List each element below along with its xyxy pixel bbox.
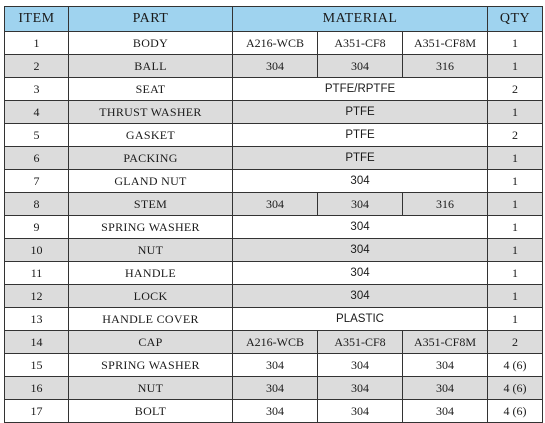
- bill-of-materials-table: [4, 6, 543, 423]
- qty-header: QTY: [488, 7, 543, 32]
- item-cell: 15: [5, 354, 69, 377]
- qty-cell: 1: [488, 239, 543, 262]
- part-cell: HANDLE COVER: [69, 308, 233, 331]
- table-row: [5, 170, 543, 193]
- material-cell: A351-CF8M: [403, 331, 488, 354]
- material-cell: 304: [318, 55, 403, 78]
- item-cell: 12: [5, 285, 69, 308]
- qty-cell: 2: [488, 124, 543, 147]
- item-cell: 11: [5, 262, 69, 285]
- material-cell: PLASTIC: [233, 308, 488, 331]
- table-row: [5, 239, 543, 262]
- material-cell: 304: [233, 239, 488, 262]
- material-cell: PTFE: [233, 147, 488, 170]
- table-body: [5, 32, 543, 423]
- material-cell: 304: [318, 193, 403, 216]
- part-cell: STEM: [69, 193, 233, 216]
- material-cell: 304: [318, 400, 403, 423]
- part-cell: BODY: [69, 32, 233, 55]
- qty-cell: 4 (6): [488, 354, 543, 377]
- material-cell: 304: [318, 354, 403, 377]
- material-cell: 304: [233, 354, 318, 377]
- qty-cell: 1: [488, 170, 543, 193]
- material-cell: 304: [233, 285, 488, 308]
- item-cell: 6: [5, 147, 69, 170]
- material-cell: 316: [403, 193, 488, 216]
- material-cell: 304: [318, 377, 403, 400]
- material-cell: 304: [233, 400, 318, 423]
- part-cell: BALL: [69, 55, 233, 78]
- material-header: MATERIAL: [233, 7, 488, 32]
- table-row: [5, 147, 543, 170]
- part-cell: GLAND NUT: [69, 170, 233, 193]
- item-cell: 14: [5, 331, 69, 354]
- item-header: ITEM: [5, 7, 69, 32]
- material-cell: 304: [403, 377, 488, 400]
- material-cell: 304: [233, 216, 488, 239]
- material-cell: A216-WCB: [233, 331, 318, 354]
- qty-cell: 1: [488, 101, 543, 124]
- item-cell: 1: [5, 32, 69, 55]
- qty-cell: 1: [488, 147, 543, 170]
- material-cell: 304: [233, 55, 318, 78]
- qty-cell: 1: [488, 216, 543, 239]
- table-row: [5, 124, 543, 147]
- part-cell: CAP: [69, 331, 233, 354]
- item-cell: 2: [5, 55, 69, 78]
- qty-cell: 4 (6): [488, 400, 543, 423]
- table-row: [5, 285, 543, 308]
- material-cell: PTFE: [233, 124, 488, 147]
- item-cell: 8: [5, 193, 69, 216]
- table-row: [5, 354, 543, 377]
- material-cell: A351-CF8: [318, 32, 403, 55]
- part-cell: PACKING: [69, 147, 233, 170]
- table-row: [5, 308, 543, 331]
- item-cell: 17: [5, 400, 69, 423]
- item-cell: 9: [5, 216, 69, 239]
- material-cell: PTFE/RPTFE: [233, 78, 488, 101]
- qty-cell: 1: [488, 55, 543, 78]
- part-cell: NUT: [69, 239, 233, 262]
- material-cell: A216-WCB: [233, 32, 318, 55]
- part-cell: THRUST WASHER: [69, 101, 233, 124]
- item-cell: 4: [5, 101, 69, 124]
- part-cell: BOLT: [69, 400, 233, 423]
- qty-cell: 4 (6): [488, 377, 543, 400]
- part-cell: SEAT: [69, 78, 233, 101]
- qty-cell: 1: [488, 193, 543, 216]
- part-cell: GASKET: [69, 124, 233, 147]
- qty-cell: 2: [488, 331, 543, 354]
- qty-cell: 1: [488, 262, 543, 285]
- material-cell: 304: [403, 400, 488, 423]
- qty-cell: 1: [488, 308, 543, 331]
- part-header: PART: [69, 7, 233, 32]
- table-row: [5, 331, 543, 354]
- material-cell: 304: [403, 354, 488, 377]
- qty-cell: 1: [488, 32, 543, 55]
- qty-cell: 2: [488, 78, 543, 101]
- item-cell: 7: [5, 170, 69, 193]
- table-row: [5, 262, 543, 285]
- item-cell: 13: [5, 308, 69, 331]
- table-row: [5, 377, 543, 400]
- table-row: [5, 55, 543, 78]
- part-cell: SPRING WASHER: [69, 354, 233, 377]
- item-cell: 5: [5, 124, 69, 147]
- table-row: [5, 216, 543, 239]
- part-cell: SPRING WASHER: [69, 216, 233, 239]
- table-row: [5, 78, 543, 101]
- material-cell: 304: [233, 377, 318, 400]
- part-cell: HANDLE: [69, 262, 233, 285]
- material-cell: 304: [233, 170, 488, 193]
- material-cell: 316: [403, 55, 488, 78]
- material-cell: A351-CF8M: [403, 32, 488, 55]
- item-cell: 10: [5, 239, 69, 262]
- material-cell: 304: [233, 262, 488, 285]
- material-cell: A351-CF8: [318, 331, 403, 354]
- item-cell: 16: [5, 377, 69, 400]
- part-cell: LOCK: [69, 285, 233, 308]
- table-row: [5, 101, 543, 124]
- table-row: [5, 193, 543, 216]
- header-row: [5, 7, 543, 32]
- material-cell: PTFE: [233, 101, 488, 124]
- material-cell: 304: [233, 193, 318, 216]
- part-cell: NUT: [69, 377, 233, 400]
- item-cell: 3: [5, 78, 69, 101]
- qty-cell: 1: [488, 285, 543, 308]
- table-row: [5, 32, 543, 55]
- table-row: [5, 400, 543, 423]
